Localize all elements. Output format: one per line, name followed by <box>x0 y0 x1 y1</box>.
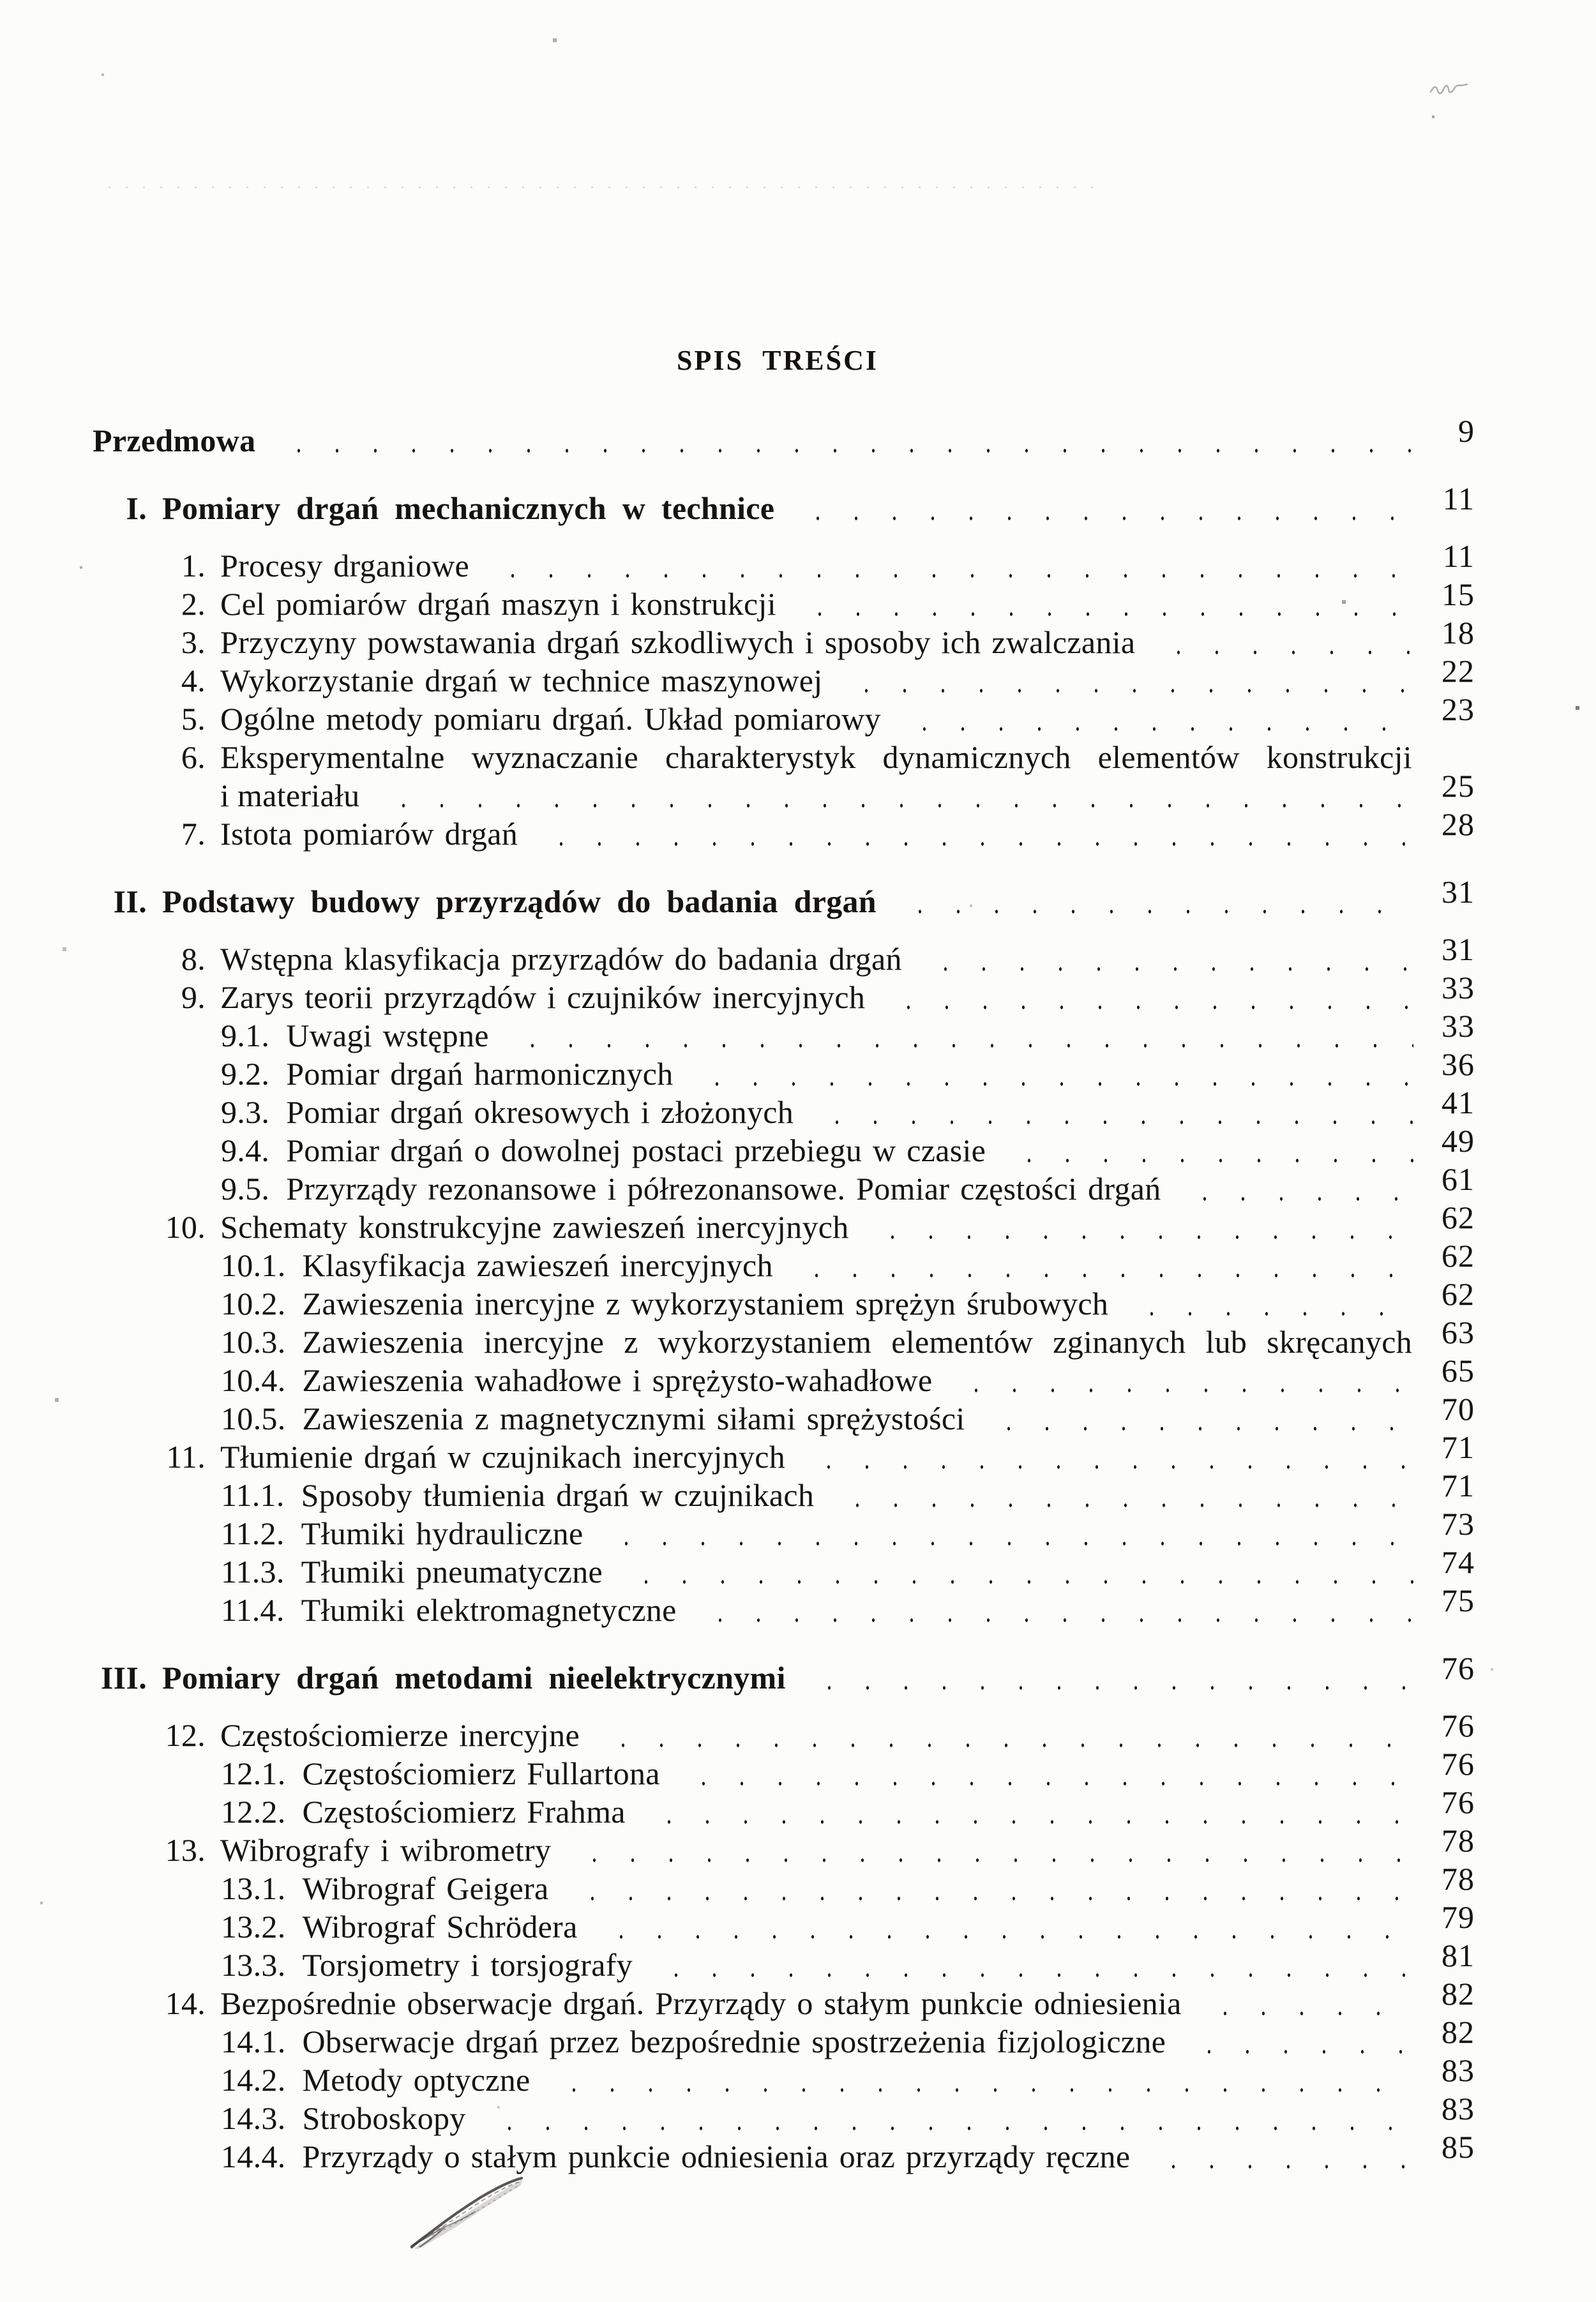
entry-page-number: 71 <box>1442 1429 1475 1465</box>
entry-title: Częstościomierze inercyjne <box>220 1717 580 1753</box>
toc-entry <box>93 1506 1475 1553</box>
entry-number: 11.4. <box>221 1592 285 1628</box>
dot-leader <box>1150 623 1413 661</box>
dot-leader <box>1197 1984 1413 2022</box>
entry-page-number: 23 <box>1442 691 1475 727</box>
entry-page-number: 65 <box>1442 1353 1475 1388</box>
dot-leader <box>618 1553 1413 1591</box>
entry-page-number: 73 <box>1442 1506 1475 1542</box>
toc-entry <box>93 1276 1475 1323</box>
entry-page-number: 82 <box>1442 1976 1475 2012</box>
entry-page-number: 11 <box>1442 538 1475 574</box>
dot-leader <box>809 1093 1413 1131</box>
dot-leader <box>880 978 1413 1016</box>
entry-title: Eksperymentalne wyznaczanie charakterystyk dynamicznych elementów konstrukcji <box>220 739 1412 775</box>
toc-entry <box>93 738 1475 776</box>
entry-number: 3. <box>181 624 206 660</box>
entry-number: I. <box>126 490 147 526</box>
entry-title: Wibrograf Schrödera <box>302 1909 578 1945</box>
dot-leader <box>801 1438 1413 1476</box>
entry-page-number: 33 <box>1442 970 1475 1005</box>
entry-page-number: 76 <box>1442 1650 1475 1686</box>
dot-leader <box>271 421 1413 460</box>
toc-entry <box>93 413 1475 460</box>
dot-leader <box>504 1016 1413 1055</box>
dot-leader <box>593 1907 1413 1946</box>
toc-entry <box>93 576 1475 623</box>
entry-title: Zawieszenia inercyjne z wykorzystaniem elementów zginanych lub skręcanych <box>302 1324 1412 1360</box>
toc-entry <box>93 1468 1475 1514</box>
dot-leader <box>892 882 1413 921</box>
entry-title: Wykorzystanie drgań w technice maszynowej <box>220 663 823 698</box>
dot-leader <box>689 1055 1413 1093</box>
entry-page-number: 70 <box>1442 1391 1475 1427</box>
entry-page-number: 31 <box>1442 931 1475 967</box>
toc-entry <box>93 1085 1475 1131</box>
entry-number: 11.2. <box>221 1516 285 1551</box>
toc-entry <box>93 2091 1475 2137</box>
toc-entry <box>93 1784 1475 1831</box>
entry-page-number: 76 <box>1442 1746 1475 1782</box>
dot-leader <box>485 546 1413 585</box>
entry-title: Częstościomierz Frahma <box>302 1794 626 1830</box>
entry-page-number: 62 <box>1442 1238 1475 1274</box>
entry-title: Metody optyczne <box>302 2062 531 2098</box>
entry-page-number: 11 <box>1442 481 1475 516</box>
toc-entry <box>93 1161 1475 1208</box>
entry-number: 11.3. <box>221 1554 285 1590</box>
entry-number: 12.1. <box>221 1756 286 1791</box>
entry-title: Ogólne metody pomiaru drgań. Układ pomiarowy <box>220 701 881 737</box>
entry-title: Tłumiki pneumatyczne <box>301 1554 603 1590</box>
toc-entry <box>93 1899 1475 1946</box>
entry-number: 7. <box>181 816 206 852</box>
dot-leader <box>481 2099 1413 2137</box>
entry-title: Obserwacje drgań przez bezpośrednie spostrzeżenia fizjologiczne <box>302 2024 1166 2059</box>
toc-entry <box>93 1583 1475 1629</box>
entry-title: Wstępna klasyfikacja przyrządów do badania drgań <box>220 941 902 977</box>
entry-title: Pomiar drgań harmonicznych <box>286 1056 674 1092</box>
entry-title: Tłumienie drgań w czujnikach inercyjnych <box>220 1439 786 1475</box>
entry-page-number: 22 <box>1442 653 1475 689</box>
entry-number: 14. <box>165 1985 206 2021</box>
toc-entry <box>93 1200 1475 1246</box>
toc-entry <box>93 691 1475 738</box>
entry-title: Torsjometry i torsjografy <box>302 1947 633 1983</box>
entry-title: Schematy konstrukcyjne zawieszeń inercyjnych <box>220 1209 849 1245</box>
entry-page-number: 71 <box>1442 1468 1475 1503</box>
dot-leader <box>1124 1284 1413 1323</box>
entry-number: 8. <box>181 941 206 977</box>
dot-leader <box>648 1946 1413 1984</box>
toc-entry <box>93 1650 1475 1697</box>
entry-number: 9.1. <box>221 1018 270 1053</box>
entry-title: Procesy drganiowe <box>220 548 470 583</box>
entry-title: Uwagi wstępne <box>286 1018 489 1053</box>
entry-title: Bezpośrednie obserwacje drgań. Przyrządy o stałym punkcie odniesienia <box>220 1985 1182 2021</box>
toc-entry <box>93 1823 1475 1869</box>
entry-page-number: 49 <box>1442 1123 1475 1159</box>
entry-title: Zawieszenia z magnetycznymi siłami sprężystości <box>302 1401 965 1436</box>
entry-title: Sposoby tłumienia drgań w czujnikach <box>301 1477 815 1513</box>
entry-page-number: 78 <box>1442 1861 1475 1897</box>
dot-leader <box>864 1208 1413 1246</box>
dot-leader <box>788 1246 1413 1284</box>
dot-leader <box>375 776 1414 815</box>
dot-leader <box>838 661 1414 700</box>
dot-leader <box>692 1591 1413 1629</box>
dot-leader <box>566 1831 1413 1869</box>
toc-entry <box>93 2129 1475 2176</box>
entry-number: 9.4. <box>221 1132 270 1168</box>
toc-entry <box>93 874 1475 921</box>
toc-entry <box>93 1976 1475 2022</box>
entry-number: 14.4. <box>221 2139 286 2174</box>
entry-title: Tłumiki hydrauliczne <box>301 1516 583 1551</box>
entry-page-number: 28 <box>1442 806 1475 842</box>
toc-entry <box>93 538 1475 585</box>
entry-title: Pomiary drgań mechanicznych w technice <box>162 490 775 526</box>
entry-number: 4. <box>181 663 206 698</box>
dot-leader <box>1001 1131 1413 1170</box>
entry-page-number: 76 <box>1442 1708 1475 1743</box>
toc-entry <box>93 931 1475 978</box>
entry-title: Tłumiki elektromagnetyczne <box>301 1592 677 1628</box>
entry-page-number: 82 <box>1442 2014 1475 2050</box>
scan-noise-specks <box>0 0 1 1</box>
entry-number: 5. <box>181 701 206 737</box>
entry-number: 14.3. <box>221 2100 286 2136</box>
entry-number: 9. <box>181 979 206 1015</box>
entry-page-number: 36 <box>1442 1046 1475 1082</box>
entry-page-number: 76 <box>1442 1784 1475 1820</box>
entry-title: Zarys teorii przyrządów i czujników inercyjnych <box>220 979 866 1015</box>
entry-number: 9.5. <box>221 1171 270 1207</box>
entry-number: 6. <box>181 739 206 775</box>
entry-page-number: 78 <box>1442 1823 1475 1858</box>
toc-entry <box>93 2052 1475 2099</box>
entry-number: 12. <box>165 1717 206 1753</box>
entry-page-number: 81 <box>1442 1937 1475 1973</box>
entry-number: 13.2. <box>221 1909 286 1945</box>
entry-title: Pomiary drgań metodami nieelektrycznymi <box>162 1660 786 1696</box>
entry-number: 10.2. <box>221 1286 286 1321</box>
toc-entry <box>93 806 1475 853</box>
entry-title: Klasyfikacja zawieszeń inercyjnych <box>302 1247 773 1283</box>
entry-title: Podstawy budowy przyrządów do badania drgań <box>162 884 877 919</box>
entry-page-number: 9 <box>1458 413 1475 449</box>
entry-number: 9.2. <box>221 1056 270 1092</box>
dot-leader <box>546 2061 1413 2099</box>
toc-entry <box>93 1123 1475 1170</box>
dot-leader <box>948 1361 1413 1399</box>
handwritten-mark <box>1429 78 1470 103</box>
entry-page-number: 74 <box>1442 1544 1475 1580</box>
entry-number: 12.2. <box>221 1794 286 1830</box>
table-of-contents <box>93 413 1475 2176</box>
dot-leader <box>641 1793 1413 1831</box>
entry-number: III. <box>100 1660 147 1696</box>
dot-leader <box>1145 2137 1413 2176</box>
entry-number: 9.3. <box>221 1094 270 1130</box>
entry-number: 10. <box>165 1209 206 1245</box>
entry-title: Istota pomiarów drgań <box>220 816 518 852</box>
entry-page-number: 63 <box>1442 1314 1475 1350</box>
toc-entry <box>93 481 1475 527</box>
toc-entry <box>93 1746 1475 1793</box>
entry-page-number: 61 <box>1442 1161 1475 1197</box>
entry-title: Przedmowa <box>93 423 256 458</box>
entry-number: 2. <box>181 586 206 622</box>
dot-leader <box>564 1869 1413 1907</box>
entry-title: Przyczyny powstawania drgań szkodliwych i sposoby ich zwalczania <box>220 624 1136 660</box>
entry-page-number: 41 <box>1442 1085 1475 1120</box>
entry-number: 11.1. <box>221 1477 285 1513</box>
dot-leader <box>790 489 1413 527</box>
entry-page-number: 62 <box>1442 1200 1475 1235</box>
entry-title: Cel pomiarów drgań maszyn i konstrukcji <box>220 586 776 622</box>
toc-entry <box>93 2014 1475 2061</box>
entry-page-number: 79 <box>1442 1899 1475 1935</box>
entry-page-number: 83 <box>1442 2091 1475 2126</box>
entry-number: 11. <box>166 1439 206 1475</box>
entry-page-number: 83 <box>1442 2052 1475 2088</box>
entry-page-number: 85 <box>1442 2129 1475 2165</box>
toc-entry <box>93 1353 1475 1399</box>
dot-leader <box>533 815 1413 853</box>
toc-entry <box>93 1544 1475 1591</box>
toc-entry <box>93 1708 1475 1754</box>
dot-leader <box>801 1659 1413 1697</box>
entry-title: Stroboskopy <box>302 2100 466 2136</box>
entry-page-number: 31 <box>1442 874 1475 910</box>
toc-entry <box>93 970 1475 1016</box>
entry-page-number: 33 <box>1442 1008 1475 1044</box>
scan-artifact-line <box>109 186 1104 188</box>
entry-number: 13. <box>165 1832 206 1868</box>
dot-leader <box>675 1754 1413 1793</box>
dot-leader <box>598 1514 1413 1553</box>
entry-title: Częstościomierz Fullartona <box>302 1756 660 1791</box>
toc-entry <box>93 768 1475 815</box>
entry-page-number: 15 <box>1442 576 1475 612</box>
entry-number: 1. <box>181 548 206 583</box>
toc-entry <box>93 1861 1475 1907</box>
entry-title: Zawieszenia inercyjne z wykorzystaniem sprężyn śrubowych <box>302 1286 1109 1321</box>
entry-page-number: 75 <box>1442 1583 1475 1618</box>
toc-entry <box>93 1429 1475 1476</box>
toc-entry <box>93 1314 1475 1361</box>
entry-title: Przyrządy rezonansowe i półrezonansowe. Pomiar częstości drgań <box>286 1171 1161 1207</box>
dot-leader <box>792 585 1413 623</box>
dot-leader <box>1177 1170 1413 1208</box>
entry-number: 13.1. <box>221 1870 286 1906</box>
dot-leader <box>981 1399 1413 1438</box>
entry-number: 10.5. <box>221 1401 286 1436</box>
entry-title: Wibrografy i wibrometry <box>220 1832 552 1868</box>
dot-leader <box>595 1716 1413 1754</box>
entry-page-number: 18 <box>1442 615 1475 651</box>
entry-number: 14.1. <box>221 2024 286 2059</box>
entry-number: 14.2. <box>221 2062 286 2098</box>
entry-number: 10.4. <box>221 1362 286 1398</box>
toc-entry <box>93 615 1475 661</box>
toc-entry <box>93 653 1475 700</box>
toc-entry <box>93 1008 1475 1055</box>
dot-leader <box>917 940 1413 978</box>
pencil-smudge <box>404 2172 529 2258</box>
entry-title: i materiału <box>220 778 360 813</box>
entry-number: 10.1. <box>221 1247 286 1283</box>
entry-title: Zawieszenia wahadłowe i sprężysto-wahadłowe <box>302 1362 933 1398</box>
entry-title: Pomiar drgań o dowolnej postaci przebiegu w czasie <box>286 1132 986 1168</box>
dot-leader <box>896 700 1413 738</box>
entry-page-number: 62 <box>1442 1276 1475 1312</box>
entry-number: 13.3. <box>221 1947 286 1983</box>
entry-title: Wibrograf Geigera <box>302 1870 549 1906</box>
toc-entry <box>93 1391 1475 1438</box>
page-title: SPIS TREŚCI <box>677 345 878 377</box>
dot-leader <box>1181 2022 1413 2061</box>
entry-title: Pomiar drgań okresowych i złożonych <box>286 1094 794 1130</box>
entry-number: II. <box>113 884 147 919</box>
entry-number: 10.3. <box>221 1324 286 1360</box>
dot-leader <box>829 1476 1413 1514</box>
toc-entry <box>93 1046 1475 1093</box>
toc-entry <box>93 1937 1475 1984</box>
entry-page-number: 25 <box>1442 768 1475 804</box>
entry-title: Przyrządy o stałym punkcie odniesienia oraz przyrządy ręczne <box>302 2139 1131 2174</box>
toc-entry <box>93 1238 1475 1284</box>
